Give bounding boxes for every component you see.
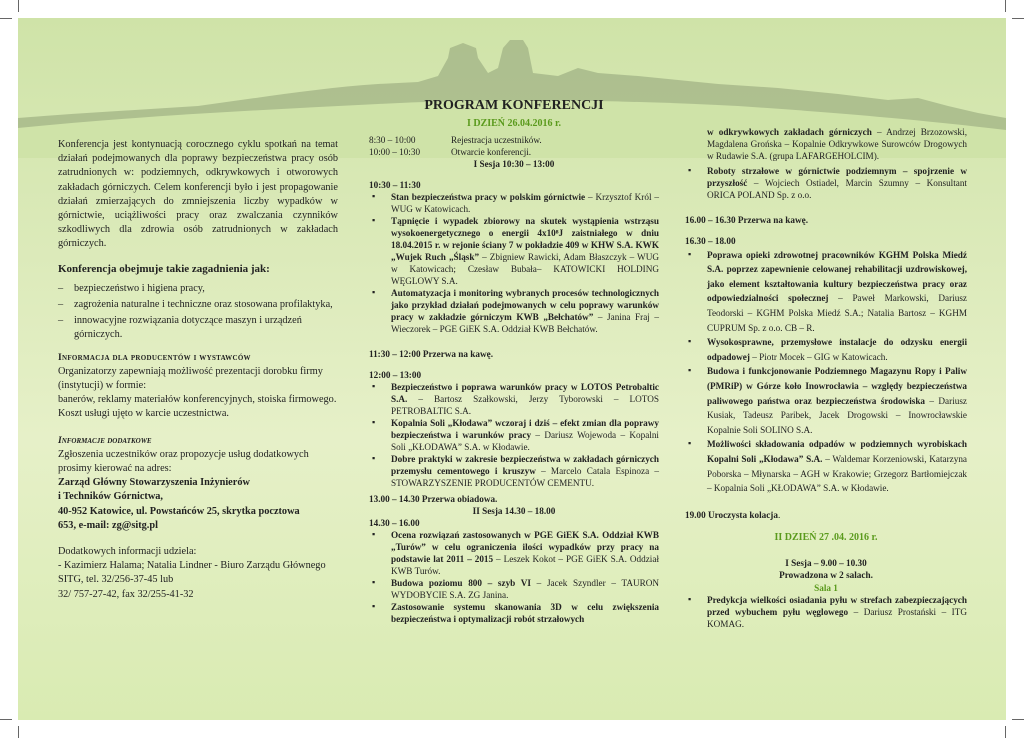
room-heading: Sala 1 xyxy=(814,582,838,593)
page-title: PROGRAM KONFERENCJI xyxy=(424,98,604,113)
address-line: Zarząd Główny Stowarzyszenia Inżynierów xyxy=(58,477,250,489)
talk-list xyxy=(685,594,967,631)
list-item: ▪ Bezpieczeństwo i poprawa warunków pracy w LOTOS Petrobaltic S.A. – Bartosz Szałkowski, Jerzy Tyborowski – LOTOS PETROBALTIC S.A. xyxy=(369,381,659,417)
list-item: ▪ Dobre praktyki w zakresie bezpieczeństwa w zakładach górniczych przemysłu cementowego i kruszyw – Marcelo Catala Espinoza – STOWARZYSZENIE PRODUCENTÓW CEMENTU. xyxy=(369,453,659,489)
break-heading: 16.00 – 16.30 Przerwa na kawę. xyxy=(685,215,808,226)
brochure-page xyxy=(18,18,1006,720)
crop-mark xyxy=(18,726,19,738)
session-heading: I Sesja – 9.00 – 10.30 xyxy=(785,558,867,569)
list-item: ▪ Predykcja wielkości osiadania pyłu w strefach zabezpieczających przed wybuchem pyłu węglowego – Dariusz Prostański – ITG KOMAG. xyxy=(685,594,967,631)
middle-column xyxy=(369,100,659,629)
session-heading: II Sesja 14.30 – 18.00 xyxy=(472,506,556,516)
crop-mark xyxy=(0,18,12,19)
session-heading: I Sesja 10:30 – 13:00 xyxy=(473,159,555,169)
extra-text: Zgłoszenia uczestników oraz propozycje usług dodatkowych prosimy kierować na adres: xyxy=(58,448,309,475)
crop-mark xyxy=(1012,719,1024,720)
contact-line: - Kazimierz Halama; Natalia Lindner - Biuro Zarządu Głównego SITG, tel. 32/256-37-45 lub xyxy=(58,560,326,586)
list-item: – bezpieczeństwo i higiena pracy, xyxy=(58,282,338,296)
time-block-heading: 10:30 – 11:30 xyxy=(369,180,421,190)
address-line: 653, e-mail: zg@sitg.pl xyxy=(58,519,158,531)
info-line: banerów, reklamy materiałów konferencyjnych, stoiska firmowego. xyxy=(58,394,337,406)
list-item: ▪ Poprawa opieki zdrowotnej pracowników KGHM Polska Miedź S.A. poprzez zapewnienie celowanej rehabilitacji uzdrowiskowej, jako element kształtowania kultury bezpieczeństwa pracy oraz odpowiedzialności społecznej – Paweł Markowski, Dariusz Teodorski – KGHM Polska Miedź S.A.; Natalia Bartosz – KGHM CUPRUM Sp. z o.o. CB – R. xyxy=(685,248,967,336)
info-line: Koszt usługi ujęto w karcie uczestnictwa. xyxy=(58,408,229,420)
topics-heading: Konferencja obejmuje takie zagadnienia jak: xyxy=(58,262,270,275)
address-line: i Techników Górnictwa, xyxy=(58,491,163,503)
time-block-heading: 12:00 – 13:00 xyxy=(369,370,422,380)
list-item: ▪ Stan bezpieczeństwa pracy w polskim górnictwie – Krzysztof Król – WUG w Katowicach. xyxy=(369,191,659,215)
contact-line: 32/ 757-27-42, fax 32/255-41-32 xyxy=(58,588,194,600)
info-line: Organizatorzy zapewniają możliwość prezentacji dorobku firmy (instytucji) w formie: xyxy=(58,365,323,392)
list-item: ▪ Automatyzacja i monitoring wybranych procesów technologicznych jako przykład działań podejmowanych w celu poprawy warunków pracy w zakładzie górniczym KWB „Bełchatów” – Janina Fraj – Wieczorek – PGE GiEK S.A. Oddział KWB Bełchatów. xyxy=(369,287,659,335)
list-item: ▪ Ocena rozwiązań zastosowanych w PGE GiEK S.A. Oddział KWB „Turów” w celu ograniczenia ilości wypadków przy pracy na podstawie lat 2011 – 2015 – Leszek Kokot – PGE GiEK S.A. Oddział KWB Turów. xyxy=(369,529,659,577)
crop-mark xyxy=(18,0,19,12)
topics-list xyxy=(58,282,338,343)
crop-mark xyxy=(0,719,12,720)
list-item: ▪ Możliwości składowania odpadów w podziemnych wyrobiskach Kopalni Soli „Kłodawa” S.A. – Waldemar Korzeniowski, Katarzyna Poborska – Młynarska – AGH w Krakowie; Grzegorz Bartłomiejczak – Kopalnia Soli „KŁODAWA” S.A. w Kłodawie. xyxy=(685,437,967,495)
list-item: ▪ Wysokosprawne, przemysłowe instalacje do odzysku energii odpadowej – Piotr Mocek – GIG w Katowicach. xyxy=(685,335,967,364)
list-item: ▪ Kopalnia Soli „Kłodawa” wczoraj i dziś – efekt zmian dla poprawy bezpieczeństwa i warunków pracy – Dariusz Wojewoda – Kopalni Soli „KŁODAWA” S.A. w Kłodawie. xyxy=(369,417,659,453)
contact-line: Dodatkowych informacji udziela: xyxy=(58,546,197,558)
list-item: ▪ Tąpnięcie i wypadek zbiorowy na skutek wystąpienia wstrząsu wysokoenergetycznego o energii 4x10⁸J zaistniałego w dniu 18.04.2015 r. w rejonie ściany 7 w pokładzie 409 w KHW S.A. KWK „Wujek Ruch „Śląsk” – Zbigniew Rawicki, Adam Błaszczyk – WUG w Katowicach; Czesław Bubała– KATOWICKI HOLDING WĘGLOWY S.A. xyxy=(369,215,659,287)
list-item: ▪ Budowa poziomu 800 – szyb VI – Jacek Szyndler – TAURON WYDOBYCIE S.A. ZG Janina. xyxy=(369,577,659,601)
right-column xyxy=(685,126,967,634)
crop-mark xyxy=(1012,18,1024,19)
dinner-line: 19.00 Uroczysta kolacja. xyxy=(685,509,781,520)
list-item: ▪ Zastosowanie systemu skanowania 3D w celu zwiększenia bezpieczeństwa i optymalizacji robót strzałowych xyxy=(369,601,659,625)
day-heading: I DZIEŃ 26.04.2016 r. xyxy=(466,118,562,129)
continued-talk: w odkrywkowych zakładach górniczych – Andrzej Brzozowski, Magdalena Grońska – Kopalnie Odkrywkowe Surowców Drogowych w Rudawie S.A. (grupa LAFARGEHOLCIM). xyxy=(707,127,967,162)
list-item: ▪ Budowa i funkcjonowanie Podziemnego Magazynu Ropy i Paliw (PMRiP) w Górze koło Inowrocławia – względy bezpieczeństwa paliwowego państwa oraz bezpieczeństwa środowiska – Dariusz Kusiak, Tadeusz Paribek, Jacek Drogowski – Inowrocławskie Kopalnie Soli SOLINO S.A. xyxy=(685,364,967,437)
talk-list xyxy=(369,381,659,489)
talk-list xyxy=(369,191,659,335)
talk-list xyxy=(685,248,967,496)
schedule-row: 10:00 – 10:30 Otwarcie konferencji. xyxy=(369,147,532,157)
address-line: 40-952 Katowice, ul. Powstańców 25, skrytka pocztowa xyxy=(58,505,300,517)
time-block-heading: 14.30 – 16.00 xyxy=(369,518,420,528)
time-block-heading: 16.30 – 18.00 xyxy=(685,236,736,247)
list-item: – zagrożenia naturalne i techniczne oraz stosowana profilaktyka, xyxy=(58,298,338,312)
break-heading: 11:30 – 12:00 Przerwa na kawę. xyxy=(369,349,494,359)
talk-list xyxy=(369,529,659,625)
list-item: – innowacyjne rozwiązania dotyczące maszyn i urządzeń górniczych. xyxy=(58,314,338,342)
left-column xyxy=(58,138,338,602)
crop-mark xyxy=(1005,0,1006,12)
break-heading: 13.00 – 14.30 Przerwa obiadowa. xyxy=(369,494,498,504)
info-heading: Informacja dla producentów i wystawców xyxy=(58,352,251,363)
extra-heading: Informacje dodatkowe xyxy=(58,435,152,446)
day-heading: II DZIEŃ 27 .04. 2016 r. xyxy=(774,531,878,543)
crop-mark xyxy=(1005,726,1006,738)
session-subheading: Prowadzona w 2 salach. xyxy=(779,570,873,581)
intro-paragraph: Konferencja jest kontynuacją corocznego cyklu spotkań na temat działań podejmowanych dla poprawy bezpieczeństwa pracy osób zatrudnionych w: podziemnych, odkrywkowych i otworowych zakładach górniczych. Celem konferencji było i jest propagowanie działań zmierzających do zmniejszenia liczby wypadków w górnictwie, uciążliwości pracy oraz zwalczania czynników szkodliwych dla zdrowia osób zatrudnionych w zakładach górniczych. xyxy=(58,139,338,250)
list-item: ▪ Roboty strzałowe w górnictwie podziemnym – spojrzenie w przyszłość – Wojciech Ostiadel, Marcin Szumny – Konsultant ORICA POLAND Sp. z o.o. xyxy=(685,165,967,202)
schedule-row: 8:30 – 10:00 Rejestracja uczestników. xyxy=(369,135,542,145)
talk-list xyxy=(685,165,967,202)
